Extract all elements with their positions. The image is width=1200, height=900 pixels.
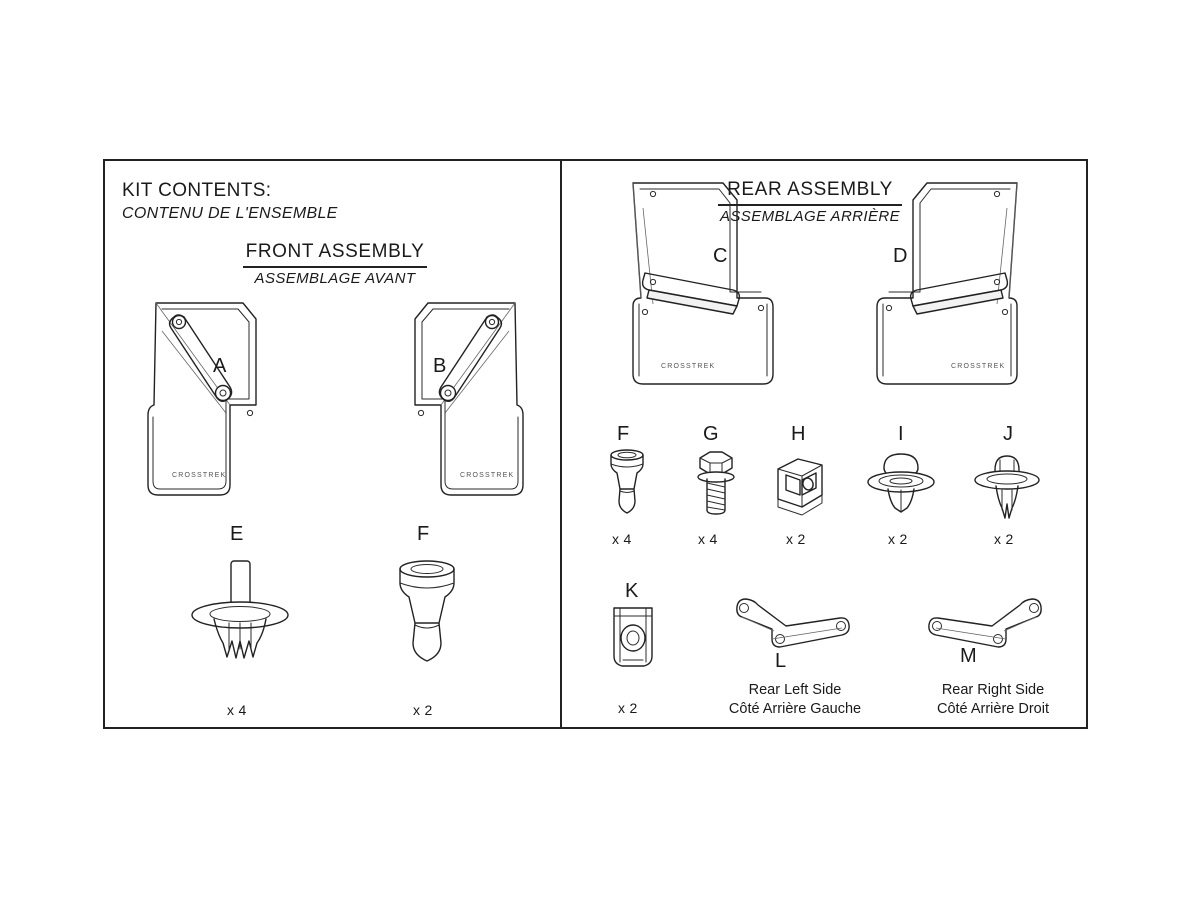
svg-text:CROSSTREK: CROSSTREK (460, 472, 515, 479)
front-flap-a-drawing (138, 295, 303, 510)
rear-right-bracket-caption-fr: Côté Arrière Droit (936, 701, 1049, 717)
tapered-grommet-icon (377, 557, 477, 672)
push-rivet-clip-icon (180, 557, 300, 672)
rear-left-bracket-icon (728, 595, 858, 655)
kit-contents-title: KIT CONTENTS: (122, 180, 272, 201)
kit-contents-subtitle: CONTENU DE L'ENSEMBLE (122, 205, 338, 222)
rear-flap-d-letter: D (893, 245, 908, 267)
front-flap-a-letter: A (213, 355, 227, 377)
rear-assembly-title: REAR ASSEMBLY (727, 179, 893, 200)
rear-part-g-letter: G (703, 423, 720, 445)
svg-text:CROSSTREK: CROSSTREK (172, 472, 227, 479)
front-flap-b-drawing (368, 295, 533, 510)
rear-right-bracket-letter: M (960, 645, 978, 667)
split-pin-rivet-icon (972, 450, 1042, 522)
front-part-f-letter: F (417, 523, 430, 545)
rear-part-i-qty: x 2 (888, 531, 908, 547)
rear-part-j-qty: x 2 (994, 531, 1014, 547)
rear-part-i-letter: I (898, 423, 905, 445)
rear-left-bracket-caption-en: Rear Left Side (748, 682, 842, 698)
rear-part-k-qty: x 2 (618, 700, 638, 716)
rear-flap-c-letter: C (713, 245, 728, 267)
panel-divider (560, 159, 562, 729)
hex-flange-bolt-icon (688, 450, 742, 518)
rear-assembly-subtitle: ASSEMBLAGE ARRIÈRE (719, 208, 901, 225)
rear-part-g-qty: x 4 (698, 531, 718, 547)
rear-part-h-qty: x 2 (786, 531, 806, 547)
rear-flap-c-drawing (615, 178, 795, 398)
cage-nut-icon (772, 455, 830, 517)
front-part-f-qty: x 2 (413, 702, 433, 718)
svg-text:CROSSTREK: CROSSTREK (661, 363, 716, 370)
tapered-grommet-icon-small (598, 448, 656, 518)
rear-part-h-letter: H (791, 423, 806, 445)
u-bracket-nut-icon (604, 604, 662, 670)
rear-right-bracket-caption-en: Rear Right Side (941, 682, 1045, 698)
front-part-e-letter: E (230, 523, 244, 545)
rear-part-j-letter: J (1003, 423, 1014, 445)
rear-part-f-letter: F (617, 423, 630, 445)
rear-flap-d-drawing (855, 178, 1035, 398)
front-flap-b-letter: B (433, 355, 447, 377)
rear-part-f-qty: x 4 (612, 531, 632, 547)
svg-text:CROSSTREK: CROSSTREK (951, 363, 1006, 370)
mushroom-push-clip-icon (866, 450, 936, 518)
rear-part-k-letter: K (625, 580, 639, 602)
rear-left-bracket-caption-fr: Côté Arrière Gauche (728, 701, 862, 717)
rear-right-bracket-icon (920, 595, 1050, 655)
front-assembly-subtitle: ASSEMBLAGE AVANT (254, 270, 416, 287)
front-assembly-title-underline (243, 266, 427, 268)
front-part-e-qty: x 4 (227, 702, 247, 718)
rear-left-bracket-letter: L (775, 650, 787, 672)
front-assembly-title: FRONT ASSEMBLY (245, 241, 425, 262)
